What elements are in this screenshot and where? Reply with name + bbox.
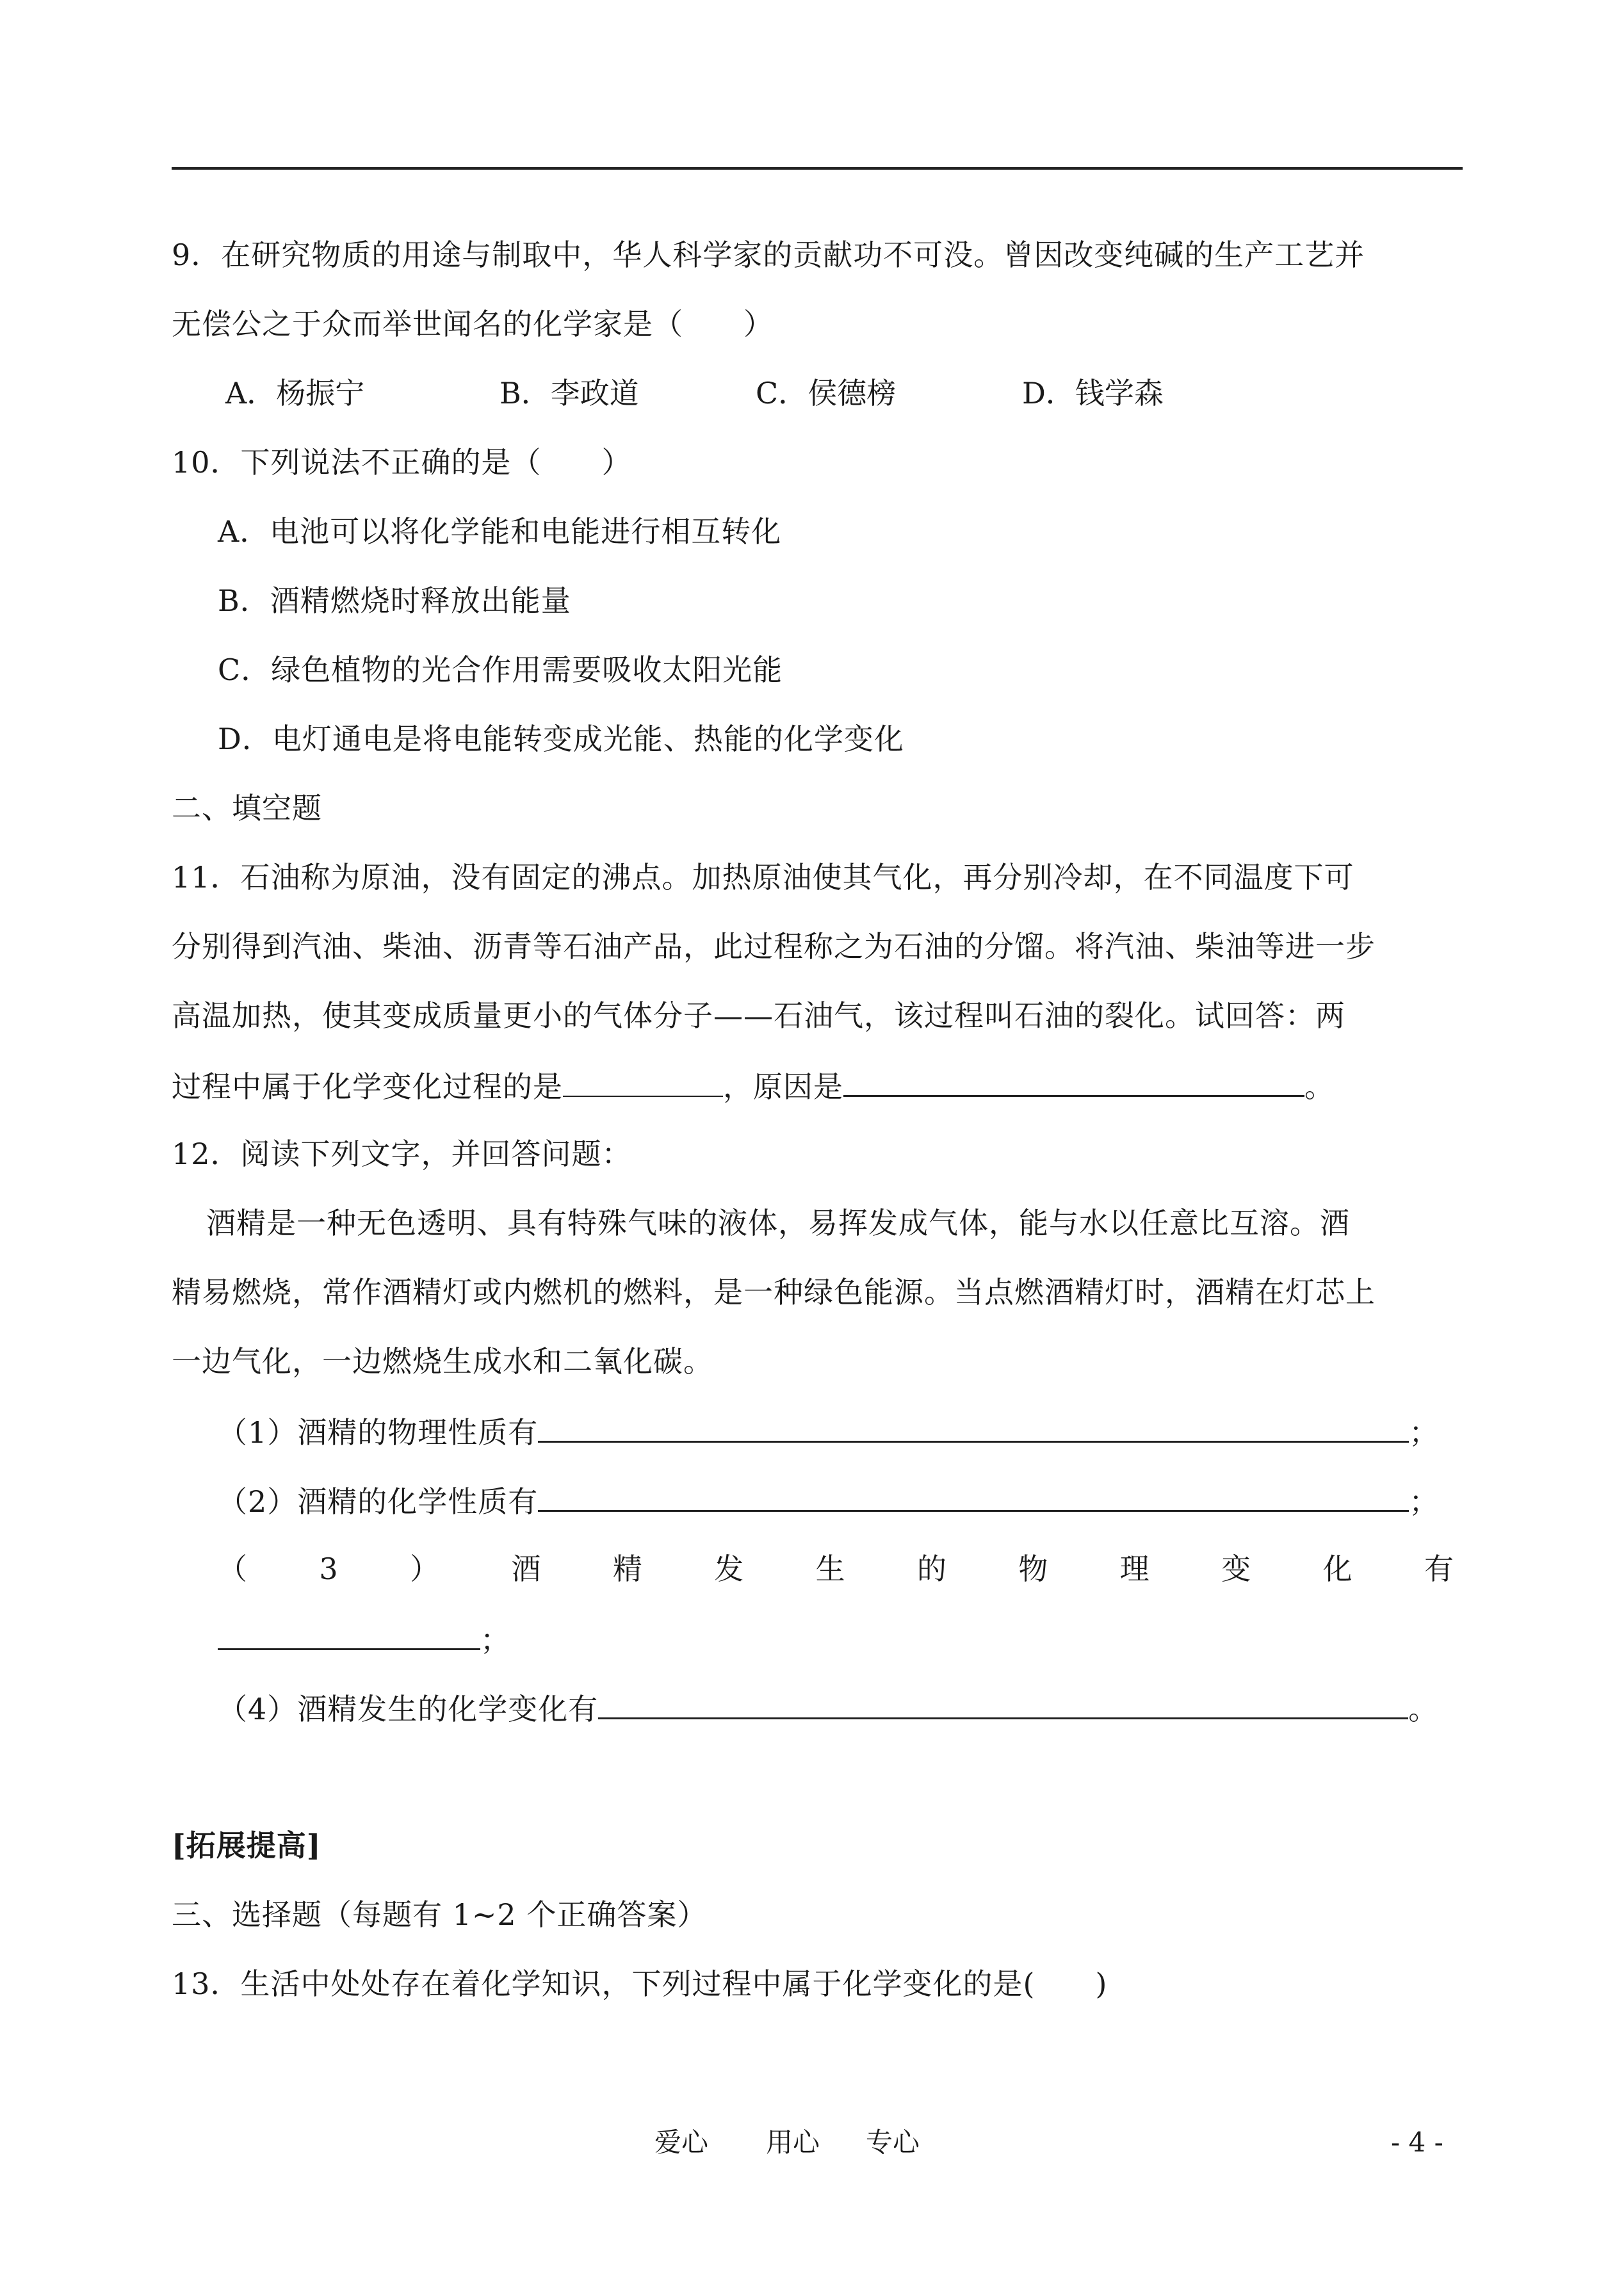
q12-sub3-char: 精 — [612, 1552, 642, 1586]
q10-option-d: D．电灯通电是将电能转变成光能、热能的化学变化 — [218, 722, 904, 756]
q11-reason-text: ，原因是 — [723, 1069, 843, 1104]
q12-sub4-label: （4）酒精发生的化学变化有 — [218, 1692, 599, 1726]
footer-slogan-3: 专心 — [866, 2127, 920, 2158]
page-number: - 4 - — [1391, 2127, 1443, 2158]
q11-line1: 11．石油称为原油，没有固定的沸点。加热原油使其气化，再分别冷却，在不同温度下可 — [172, 860, 1354, 895]
q11-line4 — [172, 1066, 1335, 1106]
q12-sub3-char: （ — [218, 1552, 247, 1586]
q12-sub3-char: 物 — [1018, 1552, 1048, 1586]
q11-answer-blank-1[interactable] — [563, 1066, 723, 1097]
q12-paragraph-line2: 精易燃烧，常作酒精灯或内燃机的燃料，是一种绿色能源。当点燃酒精灯时，酒精在灯芯上 — [172, 1275, 1376, 1310]
q12-paragraph-line1: 酒精是一种无色透明、具有特殊气味的液体，易挥发成气体，能与水以任意比互溶。酒 — [206, 1206, 1350, 1240]
header-rule — [172, 167, 1463, 170]
q12-sub4 — [218, 1688, 1438, 1728]
q12-sub1 — [218, 1411, 1439, 1452]
q12-sub3-char: 生 — [815, 1552, 845, 1586]
q9-option-b: B．李政道 — [499, 376, 639, 410]
q12-sub3-label — [218, 1550, 1454, 1588]
q12-sub3-char: 发 — [714, 1552, 744, 1586]
q12-sub3-blank[interactable] — [218, 1619, 480, 1650]
q12-sub1-semicolon: ； — [1409, 1415, 1440, 1450]
q12-sub1-label: （1）酒精的物理性质有 — [218, 1415, 539, 1450]
q11-answer-blank-2[interactable] — [843, 1066, 1304, 1097]
q9-option-a: A．杨振宁 — [225, 376, 365, 410]
q11-period: 。 — [1304, 1069, 1335, 1104]
q12-sub3-char: 有 — [1424, 1552, 1454, 1586]
q12-sub3-char: 3 — [319, 1552, 338, 1586]
section-fill-in-heading: 二、填空题 — [172, 791, 322, 825]
q9-line1: 9．在研究物质的用途与制取中，华人科学家的贡献功不可没。曾因改变纯碱的生产工艺并 — [172, 238, 1365, 272]
q13-stem: 13．生活中处处存在着化学知识，下列过程中属于化学变化的是( ) — [172, 1967, 1108, 2001]
q12-sub3-char: ） — [410, 1552, 440, 1586]
q10-option-a: A．电池可以将化学能和电能进行相互转化 — [218, 514, 782, 549]
q12-stem: 12．阅读下列文字，并回答问题： — [172, 1137, 632, 1171]
q12-sub3-char: 变 — [1221, 1552, 1251, 1586]
q12-sub3-char: 理 — [1119, 1552, 1149, 1586]
q9-option-c: C．侯德榜 — [756, 376, 897, 410]
q12-sub3-answer — [218, 1619, 510, 1659]
q12-sub3-semicolon: ； — [480, 1623, 510, 1657]
q11-line3: 高温加热，使其变成质量更小的气体分子——石油气，该过程叫石油的裂化。试回答：两 — [172, 998, 1345, 1033]
q10-option-c: C．绿色植物的光合作用需要吸收太阳光能 — [218, 653, 783, 687]
q12-sub2-blank[interactable] — [538, 1480, 1409, 1512]
q9-line2: 无偿公之于众而举世闻名的化学家是（ ） — [172, 307, 774, 341]
q11-prompt-text: 过程中属于化学变化过程的是 — [172, 1069, 563, 1104]
q12-sub4-period: 。 — [1408, 1692, 1439, 1726]
footer-slogan-2: 用心 — [766, 2127, 820, 2158]
q11-line2: 分别得到汽油、柴油、沥青等石油产品，此过程称之为石油的分馏。将汽油、柴油等进一步 — [172, 929, 1376, 964]
q12-paragraph-line3: 一边气化，一边燃烧生成水和二氧化碳。 — [172, 1344, 713, 1379]
q12-sub3-char: 酒 — [511, 1552, 541, 1586]
section-choice-heading: 三、选择题（每题有 1~2 个正确答案） — [172, 1897, 708, 1932]
q12-sub2-label: （2）酒精的化学性质有 — [218, 1484, 539, 1519]
q12-sub2-semicolon: ； — [1409, 1484, 1440, 1519]
q12-sub3-char: 的 — [917, 1552, 947, 1586]
q12-sub2 — [218, 1480, 1439, 1521]
q9-option-d: D．钱学森 — [1022, 376, 1164, 410]
extension-heading: [拓展提高] — [172, 1828, 321, 1863]
footer-slogan-1: 爱心 — [654, 2127, 709, 2158]
q12-sub4-blank[interactable] — [598, 1688, 1408, 1719]
q10-option-b: B．酒精燃烧时释放出能量 — [218, 583, 571, 618]
q12-sub1-blank[interactable] — [538, 1411, 1409, 1443]
q10-stem: 10．下列说法不正确的是（ ） — [172, 445, 632, 480]
q12-sub3-char: 化 — [1322, 1552, 1352, 1586]
